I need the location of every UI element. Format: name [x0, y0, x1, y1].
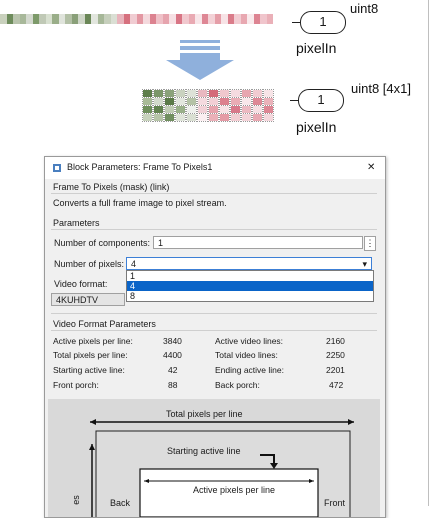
mask-subtitle: Frame To Pixels (mask) (link): [53, 182, 170, 192]
port-1-name: pixelIn: [296, 40, 337, 56]
pixel-block-cell: [231, 114, 240, 121]
pixel-block-cell: [176, 98, 185, 105]
pixel-block-cell: [165, 98, 174, 105]
pixel-block-cell: [187, 90, 196, 97]
active-pixels-caption: Active pixels per line: [193, 485, 276, 495]
front-porch-label: Front porch:: [53, 380, 99, 390]
pixel-block-cell: [198, 90, 207, 97]
divider: [51, 330, 377, 331]
dialog-titlebar[interactable]: [45, 157, 385, 179]
inport-2-block[interactable]: [298, 89, 344, 112]
pixel-block-cell: [253, 106, 262, 113]
pixel-block-cell: [209, 98, 218, 105]
port-1-line: [292, 22, 300, 23]
simulink-block-icon: [52, 163, 62, 173]
pixel-block-cell: [264, 114, 273, 121]
pixel-block-cell: [143, 90, 152, 97]
total-lines-value: 2250: [326, 350, 345, 360]
start-line-label: Starting active line:: [53, 365, 125, 375]
pixel-block-cell: [143, 98, 152, 105]
pixel-block-cell: [198, 98, 207, 105]
active-lines-label: Active video lines:: [215, 336, 284, 346]
pixel-block-cell: [165, 114, 174, 121]
pixel-block-cell: [198, 114, 207, 121]
end-line-value: 2201: [326, 365, 345, 375]
more-options-button[interactable]: ⋮: [364, 236, 376, 251]
dropdown-option[interactable]: 1: [130, 271, 136, 281]
close-icon[interactable]: ✕: [367, 162, 376, 173]
pixel-block-cell: [143, 106, 152, 113]
inport-1-number: 1: [319, 14, 327, 29]
chevron-down-icon: ▾: [362, 259, 367, 269]
num-pixels-dropdown-list[interactable]: [126, 270, 374, 302]
video-format-select[interactable]: [51, 293, 125, 306]
active-lines-value: 2160: [326, 336, 345, 346]
port-2-datatype: uint8 [4x1]: [351, 81, 411, 96]
active-pixels-label: Active pixels per line:: [53, 336, 133, 346]
pixel-block-cell: [209, 106, 218, 113]
pixel-block-cell: [154, 90, 163, 97]
dialog-title: Block Parameters: Frame To Pixels1: [67, 162, 213, 172]
canvas-border: [428, 0, 429, 506]
pixel-block-cell: [165, 90, 174, 97]
down-arrow-icon: [160, 40, 240, 82]
pixel-block-cell: [187, 106, 196, 113]
pixel-block-cell: [253, 98, 262, 105]
num-pixels-select[interactable]: [126, 257, 372, 270]
inport-2-number: 1: [317, 92, 325, 107]
divider: [51, 229, 377, 230]
num-components-label: Number of components:: [54, 238, 151, 248]
divider: [51, 193, 377, 194]
port-2-name: pixelIn: [296, 119, 337, 135]
total-pixels-caption: Total pixels per line: [166, 409, 243, 419]
pixel-block-cell: [231, 106, 240, 113]
pixel-block-cell: [176, 114, 185, 121]
port-1-datatype: uint8: [350, 1, 379, 16]
active-pixels-value: 3840: [163, 336, 182, 346]
starting-line-caption: Starting active line: [167, 446, 241, 456]
inport-1-block[interactable]: [300, 11, 346, 34]
pixel-block-cell: [253, 90, 262, 97]
dropdown-option-selected[interactable]: 4: [127, 281, 373, 291]
mask-description: Converts a full frame image to pixel stream.: [53, 198, 227, 208]
pixel-block-cell: [242, 114, 251, 121]
num-pixels-value: 4: [131, 259, 137, 269]
divider: [51, 313, 377, 314]
pixel-block-cell: [154, 114, 163, 121]
front-porch-caption: Front: [324, 498, 346, 508]
num-components-input[interactable]: [153, 236, 363, 249]
pixel-block-cell: [209, 114, 218, 121]
num-components-value: 1: [158, 238, 164, 248]
pixel-block-cell: [220, 114, 229, 121]
start-line-value: 42: [168, 365, 178, 375]
pixel-block-cell: [187, 114, 196, 121]
end-line-label: Ending active line:: [215, 365, 284, 375]
pixel-cell: [267, 14, 274, 24]
total-pixels-label: Total pixels per line:: [53, 350, 128, 360]
format-params-heading: Video Format Parameters: [53, 319, 156, 329]
pixel-block-cell: [264, 106, 273, 113]
pixel-block-cell: [187, 98, 196, 105]
pixel-block-cell: [209, 90, 218, 97]
pixel-block-cell: [242, 98, 251, 105]
pixel-block-cell: [242, 90, 251, 97]
block-parameters-dialog: [44, 156, 386, 518]
pixel-block-cell: [231, 98, 240, 105]
pixel-block-cell: [231, 90, 240, 97]
pixel-block-cell: [165, 106, 174, 113]
pixel-block-cell: [264, 98, 273, 105]
parameters-heading: Parameters: [53, 218, 100, 228]
pixel-block-cell: [176, 90, 185, 97]
video-format-label: Video format:: [54, 279, 108, 289]
pixel-block-cell: [264, 90, 273, 97]
total-pixels-value: 4400: [163, 350, 182, 360]
video-timing-diagram: [48, 399, 380, 517]
pixel-block-cell: [220, 98, 229, 105]
pixel-block-cell: [154, 106, 163, 113]
pixel-block-cell: [198, 106, 207, 113]
pixel-block-cell: [220, 90, 229, 97]
vertical-axis-caption: es: [70, 495, 81, 505]
total-lines-label: Total video lines:: [215, 350, 278, 360]
pixel-block-cell: [143, 114, 152, 121]
back-porch-value: 472: [329, 380, 344, 390]
pixel-block-cell: [253, 114, 262, 121]
pixel-stream-row: [0, 14, 273, 24]
back-porch-label: Back porch:: [215, 380, 260, 390]
front-porch-value: 88: [168, 380, 178, 390]
back-porch-caption: Back: [110, 498, 131, 508]
pixel-block-cell: [242, 106, 251, 113]
pixel-block-cell: [176, 106, 185, 113]
pixel-block-cell: [154, 98, 163, 105]
pixel-block-cell: [220, 106, 229, 113]
num-pixels-label: Number of pixels:: [54, 259, 125, 269]
dropdown-option[interactable]: 8: [130, 291, 136, 301]
video-format-value: 4KUHDTV: [56, 295, 99, 305]
